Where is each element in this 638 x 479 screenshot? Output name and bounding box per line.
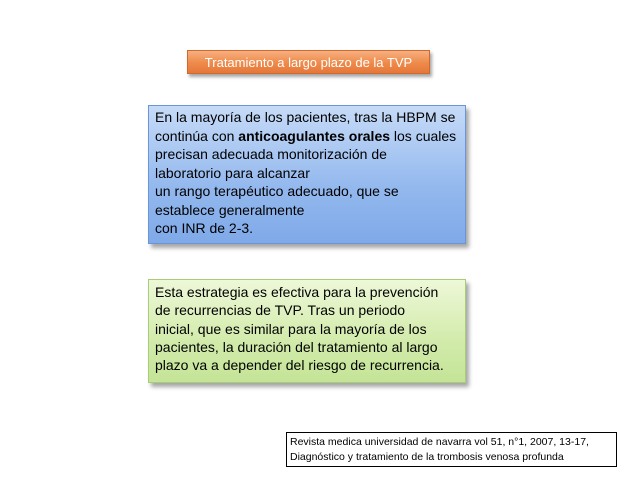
text-line: establece generalmente xyxy=(155,201,305,218)
text-line: pacientes, la duración del tratamiento al largo xyxy=(155,338,438,355)
text-line: laboratorio para alcanzar xyxy=(155,164,310,181)
text-line: En la mayoría de los pacientes, tras la HBPM se xyxy=(155,109,456,125)
text-line: plazo va a depender del riesgo de recurrencia. xyxy=(155,357,444,374)
citation-line: Revista medica universidad de navarra vol 51, n°1, 2007, 13-17, xyxy=(290,436,589,448)
text-line xyxy=(155,127,459,146)
text-line: con INR de 2-3. xyxy=(155,220,254,236)
text-line: Esta estrategia es efectiva para la prevención xyxy=(155,284,439,300)
highlighted-term: anticoagulantes orales xyxy=(238,127,391,144)
strategy-description-box xyxy=(148,279,466,383)
citation-line: Diagnóstico y tratamiento de la trombosis venosa profunda xyxy=(290,450,564,463)
text-line: de recurrencias de TVP. Tras un periodo xyxy=(155,302,406,319)
text-line: precisan adecuada monitorización de xyxy=(155,146,387,162)
reference-citation xyxy=(286,432,617,467)
text-fragment: los cuales xyxy=(390,127,457,144)
text-line: inicial, que es similar para la mayoría de los xyxy=(155,320,427,337)
text-fragment: continúa con xyxy=(155,127,239,144)
text-line: un rango terapéutico adecuado, que se xyxy=(155,183,399,199)
slide-title: Tratamiento a largo plazo de la TVP xyxy=(187,50,430,74)
treatment-description-box xyxy=(148,105,466,244)
